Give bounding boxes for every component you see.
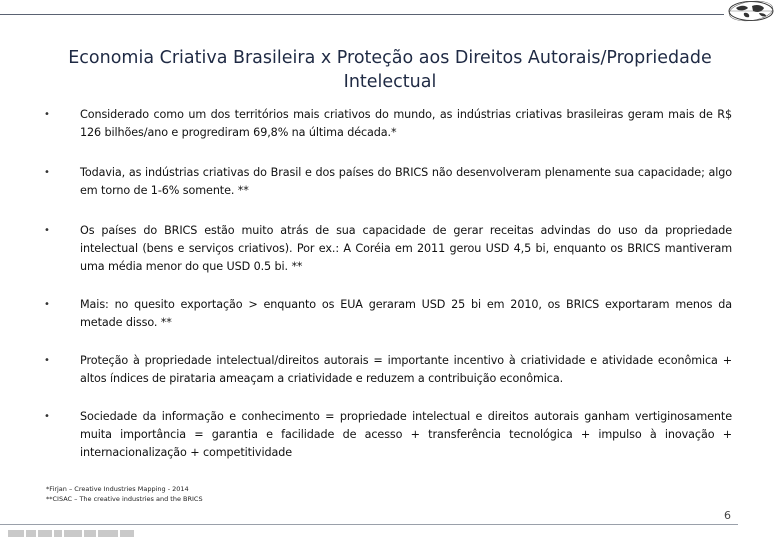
bullet-text: Sociedade da informação e conhecimento = propriedade intelectual e direitos autorais ganham vertiginosamente muita importância = garantia e facilidade de acesso + transferência tecnológica + impulso à inovação + internacionalização + competitividade <box>80 410 732 459</box>
bullet-item <box>40 222 732 276</box>
bullet-marker: • <box>44 167 50 178</box>
bullet-text: Mais: no quesito exportação > enquanto os EUA geraram USD 25 bi em 2010, os BRICS exportaram menos da metade disso. ** <box>80 298 732 329</box>
bullet-item <box>40 296 732 332</box>
footnotes <box>46 484 203 504</box>
globe-icon <box>726 0 776 22</box>
bullet-text: Todavia, as indústrias criativas do Brasil e dos países do BRICS não desenvolveram plenamente sua capacidade; algo em torno de 1-6% somente. ** <box>80 166 732 197</box>
footer-brand-logo <box>8 529 148 538</box>
bullet-text: Os países do BRICS estão muito atrás de sua capacidade de gerar receitas advindas do uso da propriedade intelectual (bens e serviços criativos). Por ex.: A Coréia em 2011 gerou USD 4,5 bi, enquanto os BRICS mantiveram uma média menor do que USD 0.5 bi. ** <box>80 224 732 273</box>
bullet-item <box>40 408 732 462</box>
bullet-marker: • <box>44 225 50 236</box>
slide-title: Economia Criativa Brasileira x Proteção aos Direitos Autorais/Propriedade Intelectual <box>68 48 712 92</box>
bullet-text: Proteção à propriedade intelectual/direitos autorais = importante incentivo à criatividade e atividade econômica + altos índices de pirataria ameaçam a criatividade e reduzem a contribuição econômica. <box>80 354 732 385</box>
footnote: *Firjan – Creative Industries Mapping - 2014 <box>46 485 189 493</box>
bullet-item <box>40 164 732 200</box>
bullet-text: Considerado como um dos territórios mais criativos do mundo, as indústrias criativas brasileiras geram mais de R$ 126 bilhões/ano e progrediram 69,8% na última década.* <box>80 108 732 139</box>
bullet-marker: • <box>44 299 50 310</box>
header-rule <box>0 14 724 15</box>
bullet-item <box>40 352 732 388</box>
page-number: 6 <box>724 509 731 522</box>
bullet-marker: • <box>44 411 50 422</box>
bullet-marker: • <box>44 109 50 120</box>
footer-rule <box>0 524 738 525</box>
bullet-marker: • <box>44 355 50 366</box>
footnote: **CISAC – The creative industries and the BRICS <box>46 495 203 503</box>
bullet-item <box>40 106 732 142</box>
